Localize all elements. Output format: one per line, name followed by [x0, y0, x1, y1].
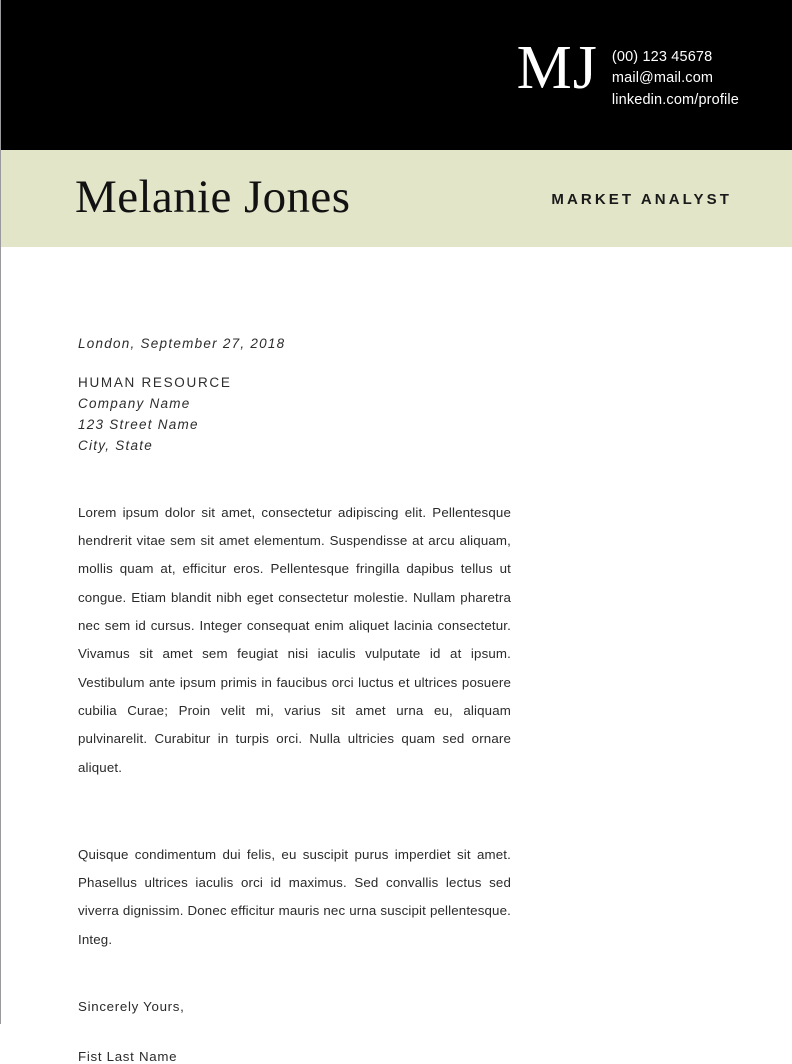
name-band-inner [75, 150, 736, 247]
signature-name: Fist Last Name [78, 1049, 178, 1064]
contact-block [612, 44, 739, 111]
letter-paragraph: Quisque condimentum dui felis, eu suscipit purus imperdiet sit amet. Phasellus ultrices iaculis orci id maximus. Sed convallis lectus sed viverra dignissim. Donec efficitur mauris nec urna suscipit pellentesque. Integ. [78, 846, 511, 947]
recipient-department: HUMAN RESOURCE [78, 375, 232, 390]
letter-paragraph: Lorem ipsum dolor sit amet, consectetur adipiscing elit. Pellentesque hendrerit vitae sem sit amet elementum. Suspendisse at arcu aliquam, mollis quam at, efficitur eros. Pellentesque fringilla dapibus tellus ut congue. Etiam blandit nibh eget consectetur molestie. Nullam pharetra nec sem id cursus. Integer consequat enim aliquet lacinia consectetur. Vivamus sit amet sem feugiat nisi iaculis vulputate id at ipsum. Vestibulum ante ipsum primis in faucibus orci luctus et ultrices posuere cubilia Curae; Proin velit mi, varius sit amet urna eu, aliquam pulvinarelit. Curabitur in turpis orci. Nulla ultricies quam sed ornare aliquet. [78, 504, 511, 775]
contact-phone[interactable]: (00) 123 45678 [611, 49, 713, 65]
job-title: MARKET ANALYST [551, 191, 732, 208]
page-title: Melanie Jones [75, 171, 351, 223]
recipient-street: 123 Street Name [78, 416, 199, 432]
closing-salutation: Sincerely Yours, [78, 999, 185, 1015]
recipient-address-block [78, 373, 511, 457]
header-contact-group [516, 34, 739, 111]
letter-body [78, 336, 511, 1064]
recipient-company: Company Name [78, 395, 191, 411]
name-band [1, 150, 792, 247]
monogram-logo: MJ [516, 34, 598, 102]
contact-linkedin[interactable]: linkedin.com/profile [611, 91, 739, 108]
date-line: London, September 27, 2018 [78, 336, 286, 351]
recipient-city-state: City, State [78, 437, 154, 453]
contact-email[interactable]: mail@mail.com [611, 70, 714, 87]
header-bar [1, 0, 792, 150]
